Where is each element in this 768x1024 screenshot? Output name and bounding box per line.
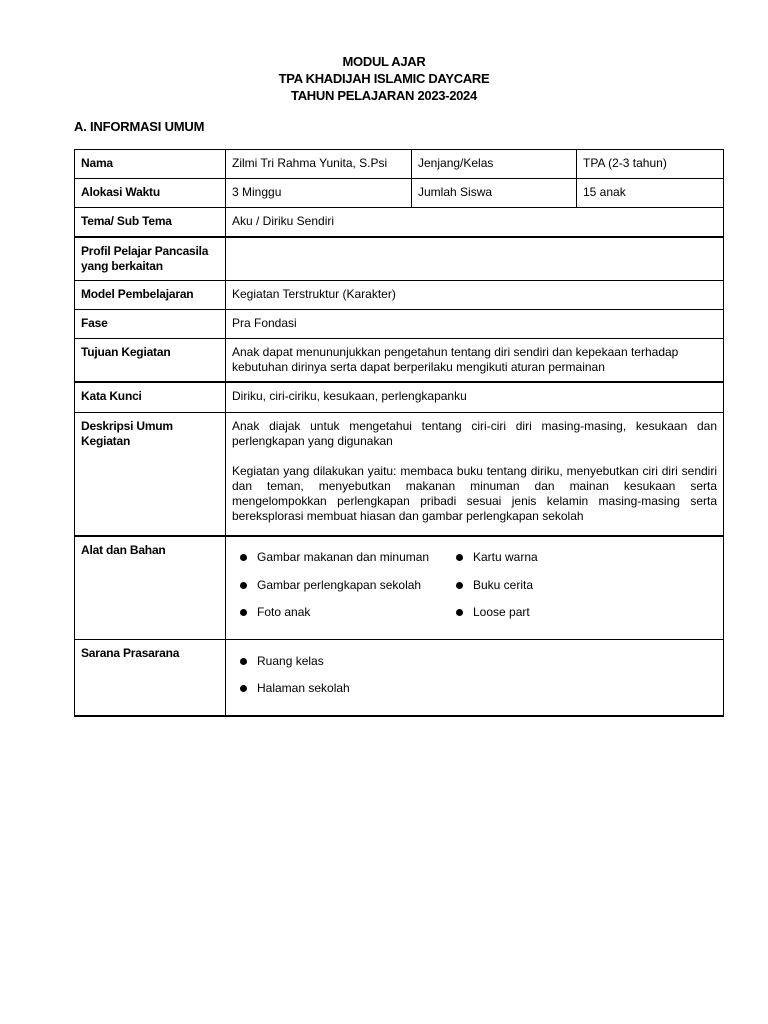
tema-label: Tema/ Sub Tema <box>75 208 226 237</box>
tema-value: Aku / Diriku Sendiri <box>226 208 724 237</box>
alat-item: Gambar perlengkapan sekolah <box>232 578 448 606</box>
alat-value <box>226 536 724 639</box>
header-school: TPA KHADIJAH ISLAMIC DAYCARE <box>278 71 490 86</box>
row-tujuan <box>75 338 724 382</box>
sarana-item: Ruang kelas <box>232 654 717 682</box>
alat-list-right <box>448 550 668 633</box>
jumlah-label: Jumlah Siswa <box>412 179 577 208</box>
document-header <box>0 53 768 104</box>
alat-item: Gambar makanan dan minuman <box>232 550 448 578</box>
row-tema <box>75 208 724 237</box>
alokasi-value: 3 Minggu <box>226 179 412 208</box>
kata-kunci-value: Diriku, ciri-ciriku, kesukaan, perlengkapanku <box>226 382 724 412</box>
deskripsi-para-2: Kegiatan yang dilakukan yaitu: membaca buku tentang diriku, menyebutkan ciri diri sendiri dan teman, menyebutkan makanan minuman dan mainan kesukaan serta mengelompokkan perlengkapan pribadi sesuai jenis kelamin masing-masing serta bereksplorasi membuat hiasan dan gambar perlengkapan sekolah <box>232 463 717 523</box>
alat-label: Alat dan Bahan <box>75 536 226 639</box>
tujuan-value: Anak dapat menununjukkan pengetahun tentang diri sendiri dan kepekaan terhadap kebutuhan dirinya serta dapat berperilaku mengikuti aturan permainan <box>226 338 724 382</box>
sarana-label: Sarana Prasarana <box>75 639 226 716</box>
row-alat <box>75 536 724 639</box>
info-table <box>74 149 724 717</box>
jumlah-value: 15 anak <box>577 179 724 208</box>
row-alokasi <box>75 179 724 208</box>
model-value: Kegiatan Terstruktur (Karakter) <box>226 280 724 309</box>
alat-item: Buku cerita <box>448 578 668 606</box>
deskripsi-para-1: Anak diajak untuk mengetahui tentang ciri-ciri diri masing-masing, kesukaan dan perlengkapan yang digunakan <box>232 418 717 448</box>
row-kata-kunci <box>75 382 724 412</box>
sarana-item: Halaman sekolah <box>232 681 717 709</box>
header-year: TAHUN PELAJARAN 2023-2024 <box>291 88 477 103</box>
tujuan-label: Tujuan Kegiatan <box>75 338 226 382</box>
sarana-list <box>232 654 717 709</box>
row-deskripsi <box>75 412 724 536</box>
deskripsi-value <box>226 412 724 536</box>
fase-label: Fase <box>75 309 226 338</box>
section-title: A. INFORMASI UMUM <box>74 119 205 134</box>
model-label: Model Pembelajaran <box>75 280 226 309</box>
alokasi-label: Alokasi Waktu <box>75 179 226 208</box>
alat-list-left <box>232 550 448 633</box>
profil-value <box>226 237 724 281</box>
fase-value: Pra Fondasi <box>226 309 724 338</box>
kata-kunci-label: Kata Kunci <box>75 382 226 412</box>
row-fase <box>75 309 724 338</box>
jenjang-value: TPA (2-3 tahun) <box>577 150 724 179</box>
sarana-value <box>226 639 724 716</box>
row-sarana <box>75 639 724 716</box>
row-model <box>75 280 724 309</box>
alat-item: Foto anak <box>232 605 448 633</box>
nama-value: Zilmi Tri Rahma Yunita, S.Psi <box>226 150 412 179</box>
alat-item: Loose part <box>448 605 668 633</box>
row-profil <box>75 237 724 281</box>
header-title: MODUL AJAR <box>342 54 426 69</box>
profil-label: Profil Pelajar Pancasila yang berkaitan <box>75 237 226 281</box>
row-nama <box>75 150 724 179</box>
jenjang-label: Jenjang/Kelas <box>412 150 577 179</box>
alat-item: Kartu warna <box>448 550 668 578</box>
deskripsi-label: Deskripsi Umum Kegiatan <box>75 412 226 536</box>
nama-label: Nama <box>75 150 226 179</box>
